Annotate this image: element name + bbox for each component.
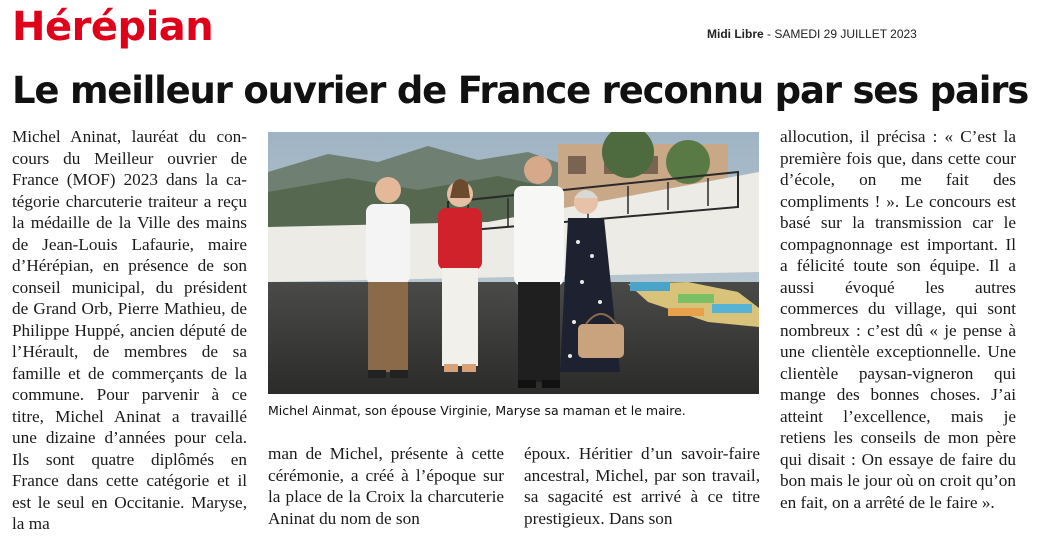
column-text: man de Michel, présente à cette cérémonie, a créé à l’époque sur la place de la Croix la charcuterie Aninat du nom de son: [268, 444, 504, 528]
column-text: Michel Aninat, lauréat du concours du Meilleur ouvrier de France (MOF) 2023 dans la catégorie charcuterie traiteur a reçu la médaille de la Ville des mains de Jean-Louis Lafaurie, maire d’Hérépian, en présence de son conseil municipal, du président de Grand Orb, Pierre Mathieu, de Philippe Huppé, ancien député de l’Hérault, de membres de sa famille et de commerçants de la commune. Pour parvenir à ce titre, Michel Aninat a travaillé une dizaine d’années pour cela. Ils sont quatre diplômés en France dans cette catégorie et il est le seul en Occitanie. Maryse, la ma: [12, 127, 247, 533]
column-text: allocution, il précisa : « C’est la première fois que, dans cette cour d’école, on me fait des compliments ! ». Le concours est basé sur la transmission car le compagnonnage est important. Il a félicité toute son équipe. Il a aussi évoqué les autres commerces du village, qui sont nombreux : c’est dû « je pense à une clientèle exceptionnelle. Une clientèle paysan-vigneron qui mange des bonnes choses. J’ai atteint l’excellence, mais je retiens les conseils de mon père qui disait : On essaye de faire du bon mais le jour où on croit qu’on en fait, on a arrêté de le faire ».: [780, 127, 1016, 512]
group-photo-icon: [268, 132, 759, 394]
article-column-3: [524, 443, 760, 529]
newspaper-name: Midi Libre: [707, 27, 764, 41]
photo-caption: Michel Ainmat, son épouse Virginie, Maryse sa maman et le maire.: [268, 403, 686, 418]
headline: Le meilleur ouvrier de France reconnu par ses pairs: [12, 69, 1029, 112]
article-column-2: [268, 443, 504, 529]
town-heading: Hérépian: [12, 4, 214, 50]
publication-date: - SAMEDI 29 JUILLET 2023: [763, 27, 917, 41]
article-column-4: [780, 126, 1016, 513]
article-photo: [268, 132, 759, 394]
publication-line: [707, 27, 917, 41]
article-column-1: [12, 126, 247, 535]
column-text: époux. Héritier d’un savoir-faire ancestral, Michel, par son travail, sa sagacité est arrivé à ce titre prestigieux. Dans son: [524, 444, 760, 528]
